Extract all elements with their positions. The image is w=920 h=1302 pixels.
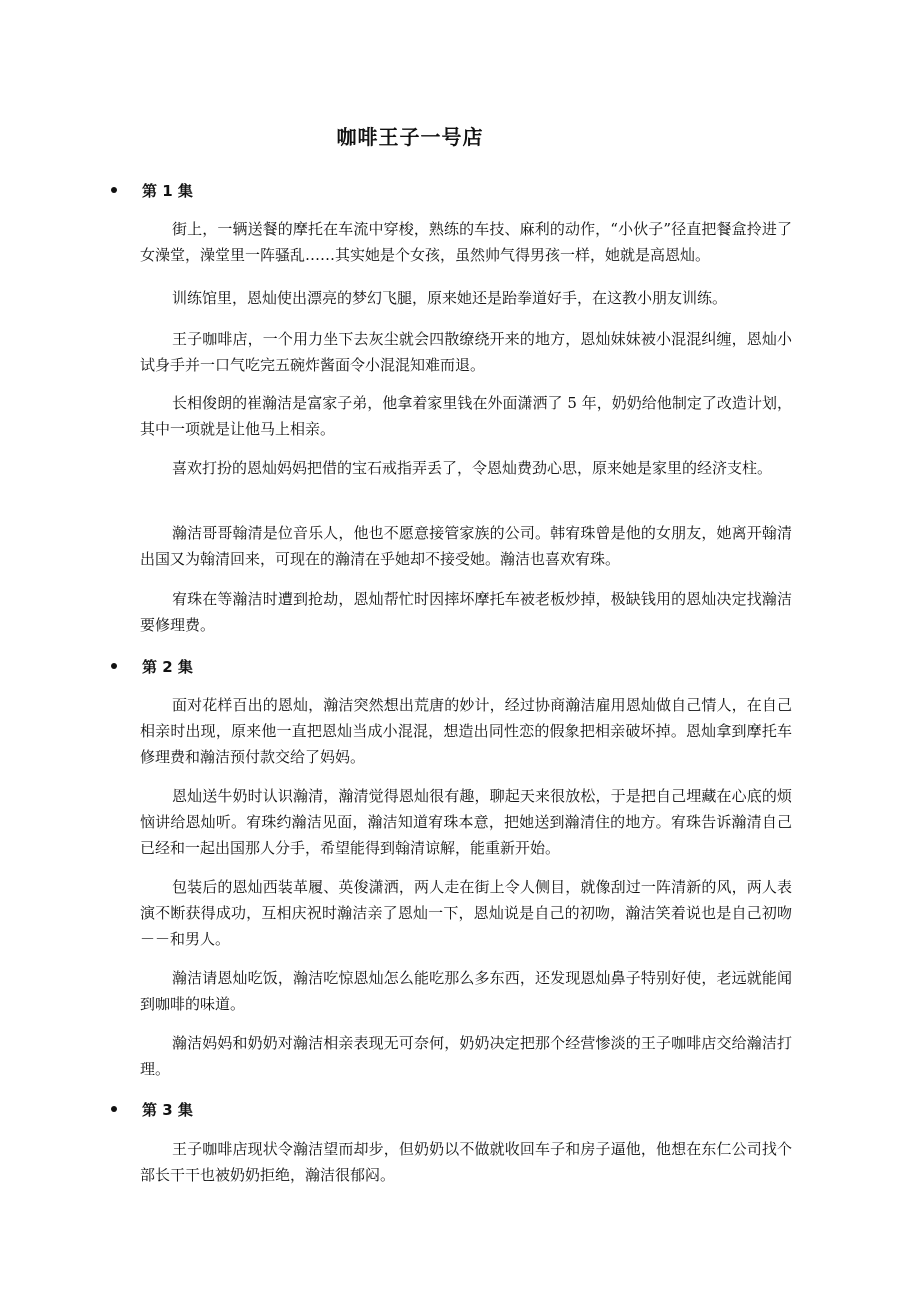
bullet-icon bbox=[111, 187, 117, 193]
episode-heading-text: 第 2 集 bbox=[142, 657, 193, 676]
paragraph: 训练馆里，恩灿使出漂亮的梦幻飞腿，原来她还是跆拳道好手，在这教小朋友训练。 bbox=[172, 289, 728, 307]
paragraph: 宥珠在等瀚洁时遭到抢劫，恩灿帮忙时因摔坏摩托车被老板炒掉，极缺钱用的恩灿决定找瀚洁要修理费。 bbox=[140, 590, 792, 634]
paragraph: 街上，一辆送餐的摩托在车流中穿梭，熟练的车技、麻利的动作，“小伙子”径直把餐盒拎进了女澡堂，澡堂里一阵骚乱……其实她是个女孩，虽然帅气得男孩一样，她就是高恩灿。 bbox=[140, 220, 792, 264]
paragraph: 王子咖啡店现状令瀚洁望而却步，但奶奶以不做就收回车子和房子逼他，他想在东仁公司找个部长干干也被奶奶拒绝，瀚洁很郁闷。 bbox=[140, 1140, 792, 1184]
document-title: 咖啡王子一号店 bbox=[336, 125, 484, 149]
episode-2-heading bbox=[108, 653, 193, 679]
paragraph: 瀚洁请恩灿吃饭，瀚洁吃惊恩灿怎么能吃那么多东西，还发现恩灿鼻子特别好使，老远就能闻到咖啡的味道。 bbox=[140, 969, 792, 1013]
bullet-icon bbox=[111, 663, 117, 669]
paragraph: 瀚洁哥哥翰清是位音乐人，他也不愿意接管家族的公司。韩宥珠曾是他的女朋友，她离开翰清出国又为翰清回来，可现在的瀚清在乎她却不接受她。瀚洁也喜欢宥珠。 bbox=[140, 524, 792, 568]
paragraph: 包装后的恩灿西装革履、英俊潇洒，两人走在街上令人侧目，就像刮过一阵清新的风，两人表演不断获得成功，互相庆祝时瀚洁亲了恩灿一下，恩灿说是自己的初吻，瀚洁笑着说也是自己初吻－－和男人。 bbox=[140, 878, 792, 948]
paragraph: 喜欢打扮的恩灿妈妈把借的宝石戒指弄丢了，令恩灿费劲心思，原来她是家里的经济支柱。 bbox=[172, 459, 773, 477]
bullet-icon bbox=[111, 1106, 117, 1112]
episode-1-heading bbox=[108, 177, 193, 203]
episode-3-heading bbox=[108, 1096, 193, 1122]
paragraph: 长相俊朗的崔瀚洁是富家子弟，他拿着家里钱在外面潇洒了 5 年，奶奶给他制定了改造计划，其中一项就是让他马上相亲。 bbox=[140, 394, 792, 438]
episode-heading-text: 第 3 集 bbox=[142, 1100, 193, 1119]
paragraph: 恩灿送牛奶时认识瀚清，瀚清觉得恩灿很有趣，聊起天来很放松，于是把自己埋藏在心底的烦恼讲给恩灿听。宥珠约瀚洁见面，瀚洁知道宥珠本意，把她送到瀚清住的地方。宥珠告诉瀚清自己已经和一起出国那人分手，希望能得到翰清谅解，能重新开始。 bbox=[140, 787, 792, 857]
paragraph: 面对花样百出的恩灿，瀚洁突然想出荒唐的妙计，经过协商瀚洁雇用恩灿做自己情人，在自己相亲时出现，原来他一直把恩灿当成小混混，想造出同性恋的假象把相亲破坏掉。恩灿拿到摩托车修理费和瀚洁预付款交给了妈妈。 bbox=[140, 696, 792, 766]
episode-heading-text: 第 1 集 bbox=[142, 181, 193, 200]
paragraph: 王子咖啡店，一个用力坐下去灰尘就会四散缭绕开来的地方，恩灿妹妹被小混混纠缠，恩灿小试身手并一口气吃完五碗炸酱面令小混混知难而退。 bbox=[140, 330, 792, 374]
paragraph: 瀚洁妈妈和奶奶对瀚洁相亲表现无可奈何，奶奶决定把那个经营惨淡的王子咖啡店交给瀚洁打理。 bbox=[140, 1034, 792, 1078]
